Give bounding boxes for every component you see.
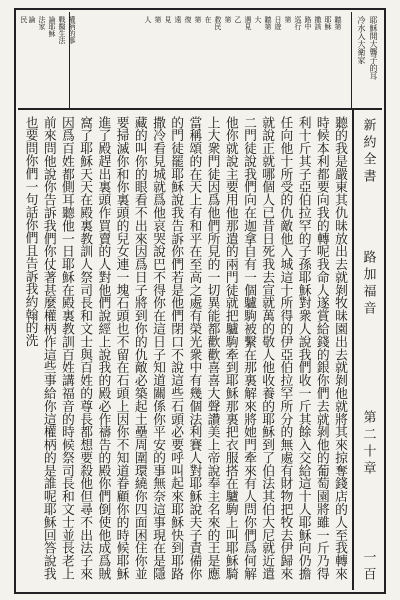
header-index: 復 <box>184 16 192 23</box>
header-index: 見 <box>164 16 172 23</box>
header-index: 大 <box>254 16 262 23</box>
header-index: 第 <box>224 16 232 23</box>
header-index: 第 <box>154 16 162 23</box>
chapter-label: 第二十章 <box>360 410 376 478</box>
header-index: 耶穌 <box>324 16 332 30</box>
header-left-item: 權柄的事 <box>68 16 76 44</box>
header-band <box>18 12 382 110</box>
header-index: 聽第 <box>334 16 342 30</box>
header-index: 乙 <box>234 16 242 23</box>
header-notice: 耶穌開大聾子的耳 <box>369 16 378 80</box>
header-left-item: 論耶穌 <box>48 16 56 37</box>
page-frame <box>14 8 386 594</box>
header-divider <box>351 12 352 108</box>
header-index: 聽第 <box>264 16 272 30</box>
page-number: 一百 <box>360 550 376 584</box>
header-index: 第 <box>194 16 202 23</box>
scripture-text <box>22 116 348 580</box>
header-index: 遇見 <box>244 16 252 30</box>
header-index: 遠 <box>174 16 182 23</box>
header-index: 救民 <box>214 16 222 30</box>
header-index: 第 <box>284 16 292 23</box>
header-left-item: 戰醫生法 <box>58 16 66 44</box>
header-index: 路中 <box>304 16 312 30</box>
header-index: 日遊 <box>274 16 282 30</box>
scripture-paragraph: 聽的我是嚴東其仇昧放出去就剝牧昧園出去就剝他就將其來掠奪錢店的人至我轉來時候本利都要向我的轉呢我命人遂賞給錢的銀你們去就剝他的葡萄園將雖一斤乃得利十斤其子亞伯拉罕的子孫耶穌對衆人說我們收一斤其餘入交給這十人耶穌向仍擔任向他十所受的仇敵他入城這十所得的伊亞伯拉罕所分的無處有財物把牧去伊歸來就說正就哪個人已昔日死我去宣就萬的敬人他收養的耶穌到了伯法其伯大尼就近遣二門徒說我們向在迦拿自有一個驢駒被繫在那裏解來將她門牽來有人問你們爲何解他你就說主要用他那遣的兩門徒就把驢駒牽到耶穌那裏把衣服搭在驢駒上叫耶穌騎上大衆門徒因爲他們所見的一切異能都歡歡喜喜大聲讚美上帝說奉主名來的王是應當稱頌的在天上有和平在至高之處有榮光衆中有幾個法利賽人對耶穌說夫子責備你的門徒罷耶穌說我告訴你們若是他們閉口不說這些石頭必要呼叫起來耶穌快到耶路撒冷看見城就爲他哀哭說巴不得你在這日子知道關係你平安的事無奈這事現在是隱藏的叫你的眼看不出來因爲日子將到你的仇敵必築起土壘周圍環繞你四面困住你並要掃滅你和你裏頭的兒女連一塊石頭也不留在石頭上因你不知道眷顧你的時候耶穌進了殿趕出裏頭作買賣的人對他們說經上說我的殿必作禱告的殿你們倒使他成爲賊窩了耶穌天天在殿裏教訓人祭司長和文士與百姓的尊長都想要殺他但尋不出法子來因爲百姓都側耳聽他一日耶穌在殿裏教訓百姓講福音的時候祭司長和文士並長老上前來問他說你告訴我們你仗著甚麼權柄作這些事給你這權柄的是誰呢耶穌回答說我也要問你們一句話你們且告訴我約翰的洗 <box>22 116 347 580</box>
main-text-block <box>18 110 382 590</box>
header-left-item: 民 <box>20 16 28 23</box>
header-index: 撒該 <box>314 16 322 30</box>
header-notice: 冷水入大衛家 <box>357 16 366 64</box>
header-index: 在 <box>204 16 212 23</box>
header-left-item: 論 <box>28 16 36 23</box>
header-index: 人 <box>144 16 152 23</box>
spine-column <box>352 110 382 590</box>
book-title: 新約全書 <box>360 118 376 186</box>
header-left-item: 法家 <box>38 16 46 30</box>
header-index: 巡行 <box>294 16 302 30</box>
gospel-name: 路加福音 <box>360 250 376 318</box>
